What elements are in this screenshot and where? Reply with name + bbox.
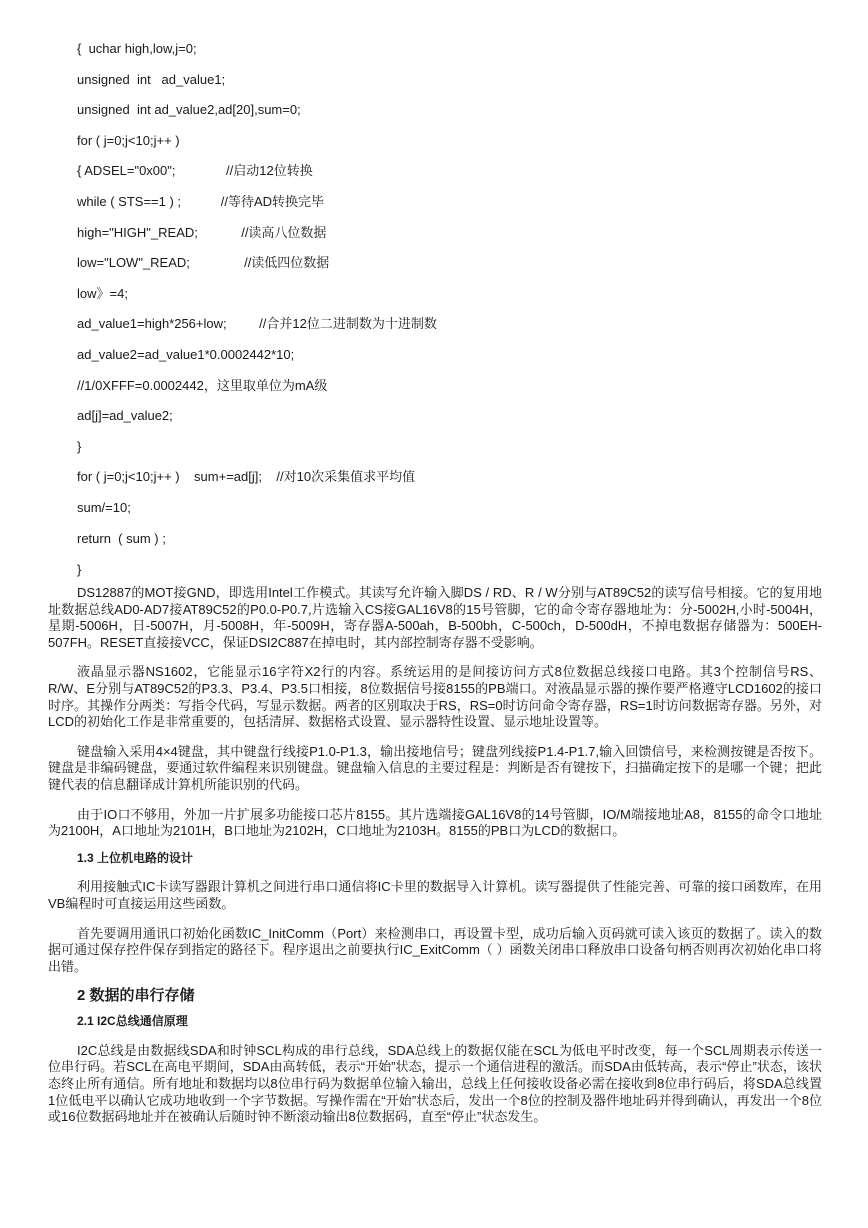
code-line: return ( sum ) ;	[77, 530, 166, 546]
code-line: unsigned int ad_value2,ad[20],sum=0;	[77, 102, 301, 118]
section-heading-2: 2 数据的串行存储	[77, 986, 195, 1004]
paragraph-8155: 由于IO口不够用，外加一片扩展多功能接口芯片8155。其片选端接GAL16V8的14号管脚，IO/M端接地址A8，8155的命令口地址为2100H，A口地址为2101H，B口地址为2102H，C口地址为2103H。8155的PB口为LCD的数据口。	[48, 806, 822, 839]
paragraph-keyboard: 键盘输入采用4×4键盘，其中键盘行线接P1.0-P1.3，输出接地信号；键盘列线接P1.4-P1.7,输入回馈信号，来检测按键是否按下。键盘是非编码键盘，要通过软件编程来识别键盘。键盘输入信息的主要过程是：判断是否有键按下，扫描确定按下的是哪一个键；把此键代表的信息翻译成计算机所能识别的代码。	[48, 743, 822, 792]
code-line: //1/0XFFF=0.0002442，这里取单位为mA级	[77, 377, 328, 393]
code-line: low》=4;	[77, 285, 128, 301]
paragraph-lcd: 液晶显示器NS1602，它能显示16字符X2行的内容。系统运用的是间接访问方式8位数据总线接口电路。其3个控制信号RS、R/W、E分别与AT89C52的P3.3、P3.4、P3.5口相接，8位数据信号接8155的PB端口。对液晶显示器的操作要严格遵守LCD1602的接口时序。其操作分两类：写指令代码，写显示数据。两者的区别取决于RS，RS=0时访问命令寄存器，RS=1时访问数据寄存器。另外，对LCD的初始化工作是非常重要的，包括清屏、数据格式设置、显示器特性设置、显示地址设置等。	[48, 664, 822, 730]
paragraph-ic-comm: 首先要调用通讯口初始化函数IC_InitComm（Port）来检测串口，再设置卡型，成功后输入页码就可读入该页的数据了。读入的数据可通过保存控件保存到指定的路径下。程序退出之前要执行IC_ExitComm（ ）函数关闭串口释放串口设备句柄否则再次初始化串口将出错。	[48, 925, 822, 974]
code-line: ad_value2=ad_value1*0.0002442*10;	[77, 346, 295, 362]
code-line: sum/=10;	[77, 499, 131, 515]
paragraph-ic-card: 利用接触式IC卡读写器跟计算机之间进行串口通信将IC卡里的数据导入计算机。读写器提供了性能完善、可靠的接口函数库，在用VB编程时可直接运用这些函数。	[48, 879, 822, 911]
code-line: }	[77, 562, 82, 578]
paragraph-rtc: DS12887的MOT接GND，即选用Intel工作模式。其读写允许输入脚DS / RD、R / W分别与AT89C52的读写信号相接。它的复用地址数据总线AD0-AD7接AT89C52的P0.0-P0.7,片选输入CS接GAL16V8的15号管脚，它的命令寄存器地址为：分-5002H,小时-5004H，星期-5006H，日-5007H，月-5008H，年-5009H，寄存器A-500ah，B-500bh，C-500ch，D-500dH，不掉电数据存储器为：500EH-507FH。RESET直接接VCC，保证DSI2C887在掉电时，其内部控制寄存器不受影响。	[48, 585, 822, 650]
code-line: high="HIGH"_READ; //读高八位数据	[77, 224, 327, 240]
code-line: for ( j=0;j<10;j++ ) sum+=ad[j]; //对10次采集值求平均值	[77, 469, 416, 485]
code-line: { ADSEL="0x00"; //启动12位转换	[77, 163, 313, 179]
code-line: ad[j]=ad_value2;	[77, 408, 173, 424]
code-line: unsigned int ad_value1;	[77, 71, 226, 87]
section-heading-1-3: 1.3 上位机电路的设计	[77, 851, 194, 866]
section-heading-2-1: 2.1 I2C总线通信原理	[77, 1013, 188, 1028]
body-text	[48, 585, 822, 1136]
code-listing	[77, 34, 437, 586]
paragraph-i2c: I2C总线是由数据线SDA和时钟SCL构成的串行总线，SDA总线上的数据仅能在SCL为低电平时改变，每一个SCL周期表示传送一位串行码。若SCL在高电平期间，SDA由高转低，表示“开始”状态，提示一个通信进程的激活。而SDA由低转高，表示“停止”状态，该状态终止所有通信。所有地址和数据均以8位串行码为数据单位输入输出，总线上任何接收设备必需在接收到8位串行码后，将SDA总线置1位低电平以确认它成功地收到一个字节数据。写操作需在“开始”状态后，发出一个8位的控制及器件地址码并得到确认，再发出一个8位或16位数据码地址并在被确认后随时钟不断滚动输出8位数据码，直至“停止”状态发生。	[48, 1042, 822, 1125]
code-line: while ( STS==1 ) ; //等待AD转换完毕	[77, 193, 325, 209]
code-line: ad_value1=high*256+low; //合并12位二进制数为十进制数	[77, 316, 437, 332]
code-line: for ( j=0;j<10;j++ )	[77, 132, 180, 148]
code-line: low="LOW"_READ; //读低四位数据	[77, 255, 330, 271]
code-line: }	[77, 438, 82, 454]
code-line: { uchar high,low,j=0;	[77, 41, 197, 56]
